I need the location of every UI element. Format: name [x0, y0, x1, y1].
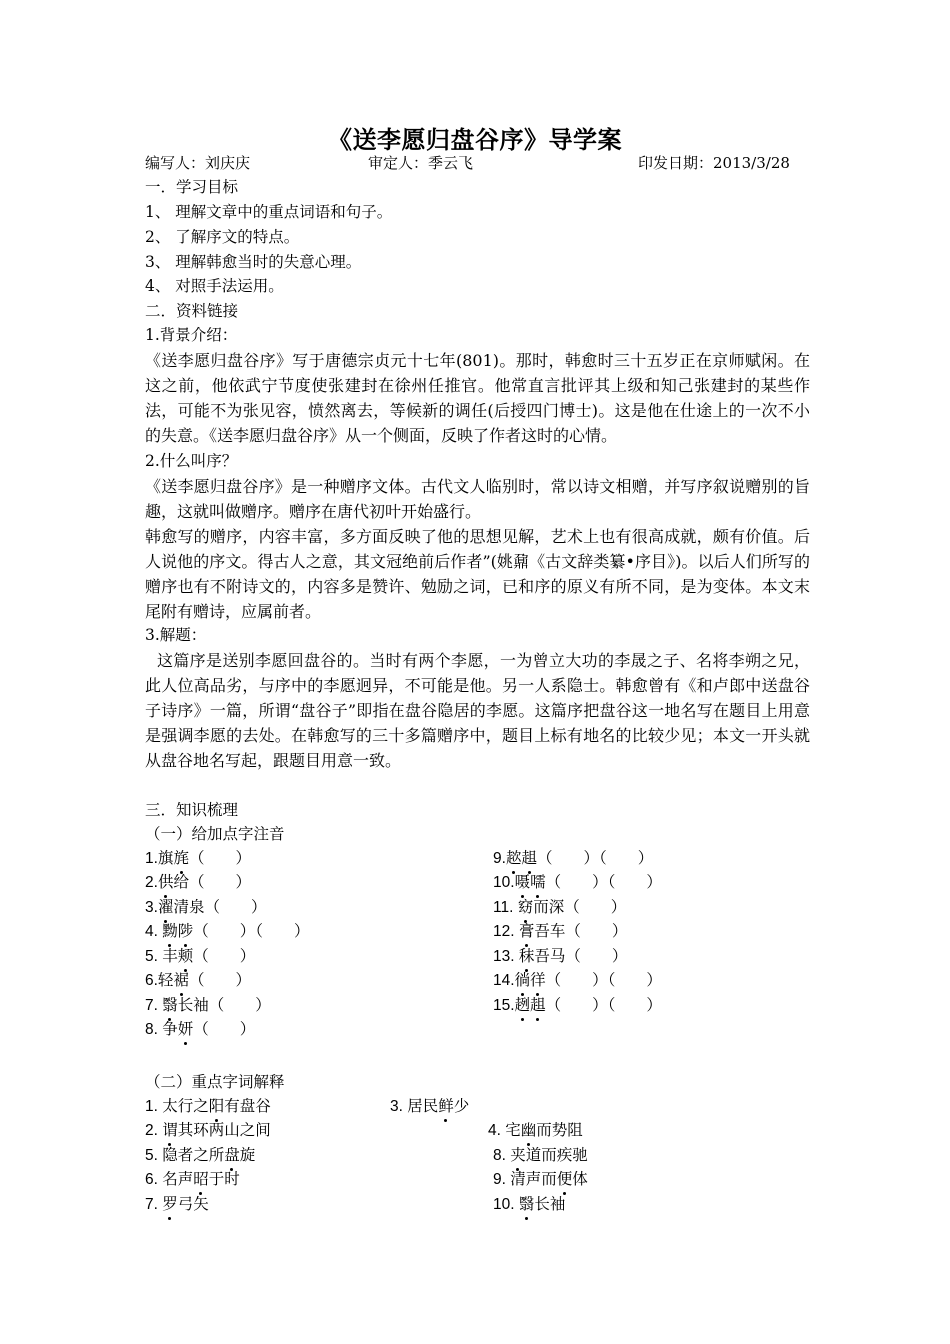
dotted-char: 徉 [530, 969, 546, 993]
dotted-char: 窈 [518, 896, 534, 920]
subsection-words-heading: （二）重点字词解释 [145, 1073, 285, 1091]
document-title: 《送李愿归盘谷序》导学案 [328, 125, 622, 154]
pinyin-item: 5. 丰颊（ ） [145, 945, 255, 969]
dotted-char: 妍 [178, 1018, 194, 1042]
preface-paragraph-1: 《送李愿归盘谷序》是一种赠序文体。古代文人临别时，常以诗文相赠，并写序叙说赠别的旨趣，这就叫做赠序。赠序在唐代初叶开始盛行。 [145, 477, 810, 521]
title-explanation-heading: 3.解题： [145, 626, 207, 644]
dotted-char: 昭 [193, 1168, 209, 1192]
word-item: 1. 太行之阳有盘谷 [145, 1095, 271, 1119]
section-heading-materials: 二．资料链接 [145, 302, 239, 320]
dotted-char: 鲜 [438, 1095, 454, 1119]
dotted-char: 颊 [178, 945, 194, 969]
pinyin-item: 9.趑趄（ ）（ ） [493, 847, 653, 871]
author-line: 编写人：刘庆庆 [145, 154, 251, 172]
goal-item: 1、 理解文章中的重点词语和句子。 [145, 203, 393, 221]
dotted-char: 膏 [519, 920, 535, 944]
section-heading-knowledge: 三．知识梳理 [145, 801, 239, 819]
what-is-preface-heading: 2.什么叫序？ [145, 452, 238, 470]
title-explanation-paragraph: 这篇序是送别李愿回盘谷的。当时有两个李愿，一为曾立大功的李晟之子、名将李朔之兄，此人位高品劣，与序中的李愿迥异，不可能是他。另一人系隐士。韩愈曾有《和卢郎中送盘谷子诗序》一篇，所谓“盘谷子”即指在盘谷隐居的李愿。这篇序把盘谷这一地名写在题目上用意是强调李愿的去处。在韩愈写的三十多篇赠序中，题目上标有地名的比较少见；本文一开头就从盘谷地名写起，跟题目用意一致。 [145, 651, 810, 770]
word-item: 4. 宅幽而势阻 [488, 1119, 583, 1143]
pinyin-item: 13. 秣吾马（ ） [493, 945, 627, 969]
dotted-char: 旄 [173, 847, 189, 871]
background-paragraph: 《送李愿归盘谷序》写于唐德宗贞元十七年(801)。那时，韩愈时三十五岁正在京师赋闲。在这之前，他依武宁节度使张建封在徐州任推官。他常直言批评其上级和知己张建封的某些作法，可能不为张见容，愤然离去，等候新的调任(后授四门博士)。这是他在仕途上的一次不小的失意。《送李愿归盘谷序》从一个侧面，反映了作者这时的心情。 [145, 351, 810, 445]
word-item: 3. 居民鲜少 [390, 1095, 469, 1119]
dotted-char: 趄 [530, 994, 546, 1018]
section-heading-goals: 一．学习目标 [145, 178, 239, 196]
pinyin-item: 2.供给（ ） [145, 871, 251, 895]
background-heading: 1.背景介绍： [145, 326, 238, 344]
goal-item: 2、 了解序文的特点。 [145, 228, 300, 246]
word-item: 10. 翳长袖 [493, 1193, 565, 1217]
dotted-char: 趑 [506, 847, 522, 871]
pinyin-item: 4. 黝陟（ ）（ ） [145, 920, 310, 944]
pinyin-item: 6.轻裾（ ） [145, 969, 251, 993]
dotted-char: 趔 [515, 994, 531, 1018]
pinyin-item: 14.徜徉（ ）（ ） [493, 969, 662, 993]
dotted-char: 供 [158, 871, 174, 895]
dotted-char: 阳 [209, 1095, 225, 1119]
pinyin-item: 11. 窈而深（ ） [493, 896, 626, 920]
dotted-char: 夹 [510, 1144, 526, 1168]
dotted-char: 濯 [158, 896, 174, 920]
word-item: 9. 清声而便体 [493, 1168, 588, 1192]
goal-item: 4、 对照手法运用。 [145, 277, 284, 295]
dotted-char: 翳 [519, 1193, 535, 1217]
pinyin-item: 12. 膏吾车（ ） [493, 920, 627, 944]
reviewer-line: 审定人：季云飞 [368, 154, 474, 172]
pinyin-item: 15.趔趄（ ）（ ） [493, 994, 662, 1018]
dotted-char: 嗫 [515, 871, 531, 895]
dotted-char: 陟 [178, 920, 194, 944]
pinyin-item: 1.旗旄（ ） [145, 847, 251, 871]
dotted-char: 盘 [224, 1144, 240, 1168]
word-item: 5. 隐者之所盘旋 [145, 1144, 255, 1168]
dotted-char: 秣 [519, 945, 535, 969]
pinyin-item: 8. 争妍（ ） [145, 1018, 255, 1042]
dotted-char: 嚅 [530, 871, 546, 895]
pinyin-item: 10.嗫嚅（ ）（ ） [493, 871, 662, 895]
preface-paragraph-2: 韩愈写的赠序，内容丰富，多方面反映了他的思想见解，艺术上也有很高成就，颇有价值。后人说他的序文。得古人之意，其文冠绝前后作者”(姚鼐《古文辞类纂•序目》)。以后人们所写的赠序也有不附诗文的，内容多是赞许、勉励之词，已和序的原义有所不同，是为变体。本文末尾附有赠诗，应属前者。 [145, 527, 810, 621]
word-item: 2. 谓其环两山之间 [145, 1119, 271, 1143]
pinyin-item: 3.濯清泉（ ） [145, 896, 266, 920]
dotted-char: 趄 [521, 847, 537, 871]
dotted-char: 翳 [162, 994, 178, 1018]
dotted-char: 罗 [162, 1193, 178, 1217]
word-item: 6. 名声昭于时 [145, 1168, 240, 1192]
dotted-char: 徜 [515, 969, 531, 993]
dotted-char: 谓 [162, 1119, 178, 1143]
subsection-pinyin-heading: （一）给加点字注音 [145, 825, 285, 843]
goal-item: 3、 理解韩愈当时的失意心理。 [145, 253, 362, 271]
pinyin-item: 7. 翳长袖（ ） [145, 994, 271, 1018]
word-item: 8. 夹道而疾驰 [493, 1144, 588, 1168]
dotted-char: 幽 [521, 1119, 537, 1143]
date-line: 印发日期：2013/3/28 [638, 154, 790, 172]
dotted-char: 便 [557, 1168, 573, 1192]
dotted-char: 黝 [162, 920, 178, 944]
word-item: 7. 罗弓矢 [145, 1193, 209, 1217]
dotted-char: 裾 [173, 969, 189, 993]
